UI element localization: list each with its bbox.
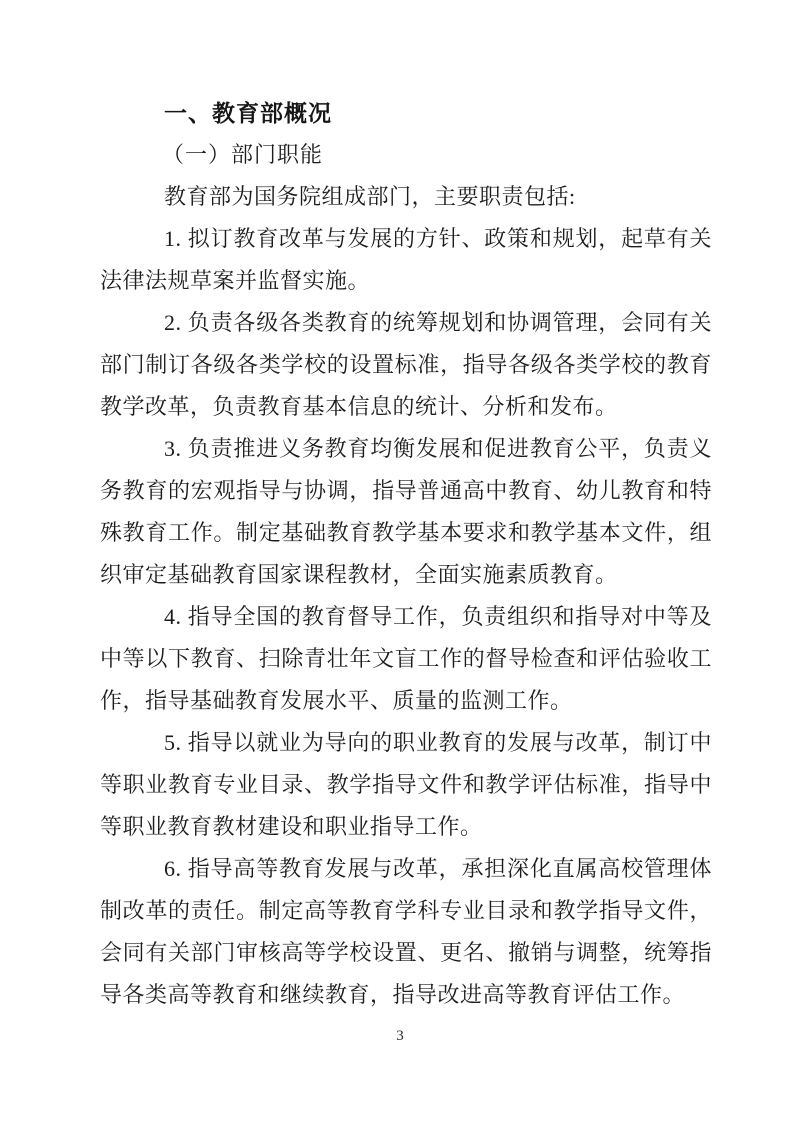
- paragraph-duty-4: 4. 指导全国的教育督导工作，负责组织和指导对中等及中等以下教育、扫除青壮年文盲工作的督导检查和评估验收工作，指导基础教育发展水平、质量的监测工作。: [100, 604, 712, 713]
- document-content: [100, 92, 712, 1016]
- paragraph-duty-3: 3. 负责推进义务教育均衡发展和促进教育公平，负责义务教育的宏观指导与协调，指导普通高中教育、幼儿教育和特殊教育工作。制定基础教育教学基本要求和教学基本文件，组织审定基础教育国家课程教材，全面实施素质教育。: [100, 436, 712, 587]
- page-number: 3: [396, 1028, 404, 1044]
- section-title: 一、教育部概况: [164, 100, 332, 126]
- paragraph-duty-5: 5. 指导以就业为导向的职业教育的发展与改革，制订中等职业教育专业目录、教学指导文件和教学评估标准，指导中等职业教育教材建设和职业指导工作。: [100, 730, 712, 839]
- paragraph-intro: 教育部为国务院组成部门，主要职责包括:: [164, 184, 576, 209]
- paragraph-duty-2: 2. 负责各级各类教育的统筹规划和协调管理，会同有关部门制订各级各类学校的设置标准，指导各级各类学校的教育教学改革，负责教育基本信息的统计、分析和发布。: [100, 310, 712, 419]
- subsection-title: （一）部门职能: [162, 142, 324, 167]
- paragraph-duty-1: 1. 拟订教育改革与发展的方针、政策和规划，起草有关法律法规草案并监督实施。: [100, 226, 712, 293]
- paragraph-duty-6: 6. 指导高等教育发展与改革，承担深化直属高校管理体制改革的责任。制定高等教育学科专业目录和教学指导文件，会同有关部门审核高等学校设置、更名、撤销与调整，统筹指导各类高等教育和继续教育，指导改进高等教育评估工作。: [100, 856, 712, 1007]
